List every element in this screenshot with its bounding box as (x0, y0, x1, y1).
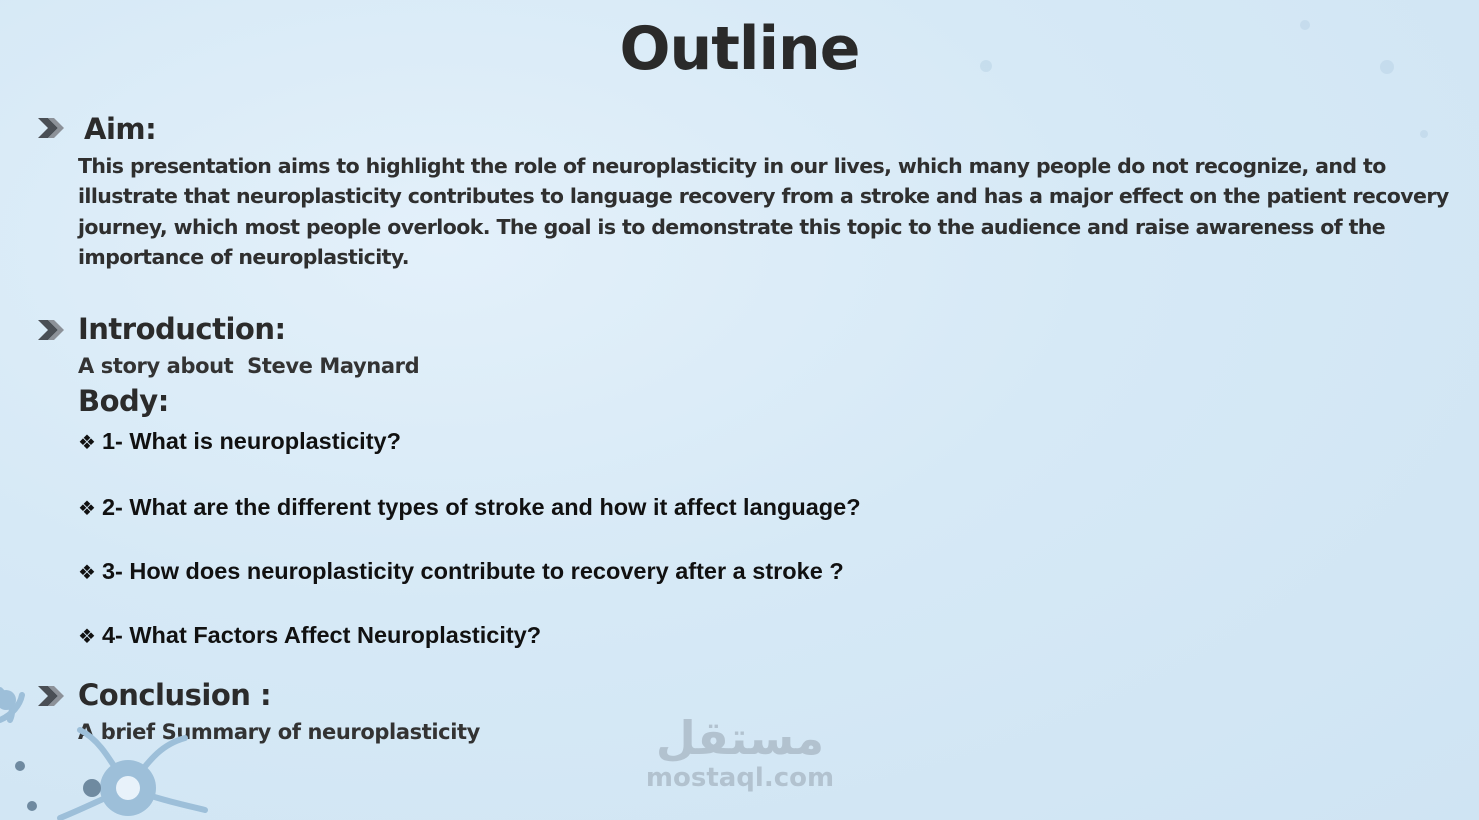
body-heading: Body: (78, 384, 169, 418)
body-list-item: ❖ 3- How does neuroplasticity contribute to recovery after a stroke ? (78, 558, 844, 584)
introduction-heading: Introduction: (78, 312, 286, 346)
aim-heading: Aim: (84, 112, 157, 146)
four-diamond-icon: ❖ (78, 560, 96, 584)
aim-text: This presentation aims to highlight the role of neuroplasticity in our lives, which many people do not recognize, and to illustrate that neuroplasticity contributes to language recovery from a stroke and has a major effect on the patient recovery journey, which most people overlook. The goal is to demonstrate this topic to the audience and raise awareness of the importance of neuroplasticity. (78, 154, 1449, 269)
conclusion-text: A brief Summary of neuroplasticity (78, 720, 480, 744)
four-diamond-icon: ❖ (78, 496, 96, 520)
four-diamond-icon: ❖ (78, 624, 96, 648)
conclusion-heading: Conclusion : (78, 678, 272, 712)
four-diamond-icon: ❖ (78, 430, 96, 454)
body-list-item: ❖ 1- What is neuroplasticity? (78, 428, 401, 454)
watermark (640, 712, 840, 792)
slide-title: Outline (619, 14, 860, 84)
background-speck (1420, 130, 1428, 138)
introduction-text: A story about Steve Maynard (78, 354, 420, 378)
chevron-right-icon (36, 318, 66, 342)
watermark-arabic: مستقل (655, 711, 825, 765)
body-list-item: ❖ 2- What are the different types of stroke and how it affect language? (78, 494, 861, 520)
watermark-latin: mostaql.com (645, 763, 835, 793)
neuron-icon (0, 660, 220, 820)
body-list-item: ❖ 4- What Factors Affect Neuroplasticity? (78, 622, 542, 648)
chevron-right-icon (36, 116, 66, 140)
